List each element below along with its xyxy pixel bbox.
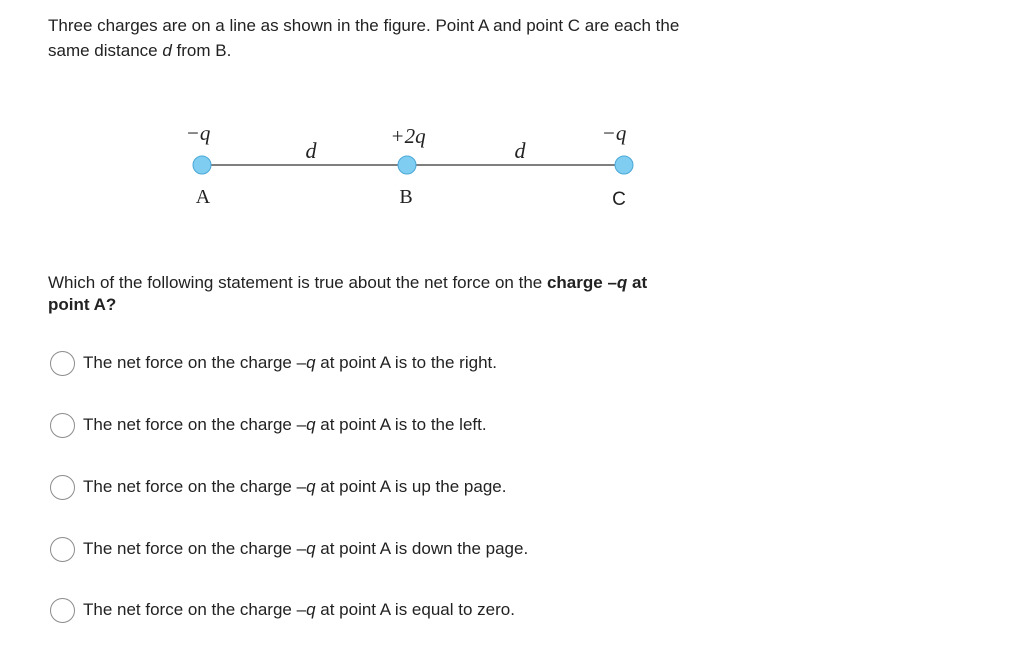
radio-button[interactable] [50, 413, 75, 438]
point-c-label: C [612, 189, 626, 210]
radio-button[interactable] [50, 351, 75, 376]
question-bold-charge: charge –q at [546, 273, 648, 292]
option-down[interactable] [50, 534, 650, 564]
charges-figure [0, 0, 1024, 260]
option-left[interactable] [50, 410, 650, 440]
intro-line-2-end: from B. [171, 41, 232, 60]
radio-button[interactable] [50, 537, 75, 562]
option-label: The net force on the charge –q at point A is down the page. [83, 539, 529, 558]
question-bold-point: point A? [48, 295, 117, 314]
charge-b-dot [398, 156, 416, 174]
option-up[interactable] [50, 472, 650, 502]
option-label: The net force on the charge –q at point A is to the left. [83, 415, 487, 434]
distance-variable: d [162, 41, 172, 60]
charge-a-dot [193, 156, 211, 174]
option-label: The net force on the charge –q at point A is equal to zero. [83, 600, 515, 619]
option-zero[interactable] [50, 595, 650, 625]
question-text [48, 272, 748, 316]
option-label: The net force on the charge –q at point A is up the page. [83, 477, 507, 496]
distance-bc-label: d [514, 138, 526, 163]
option-right[interactable] [50, 348, 650, 378]
radio-button[interactable] [50, 475, 75, 500]
radio-button[interactable] [50, 598, 75, 623]
option-label: The net force on the charge –q at point A is to the right. [83, 353, 497, 372]
intro-line-1: Three charges are on a line as shown in the figure. Point A and point C are each the [48, 16, 680, 35]
charge-a-label: −q [185, 121, 211, 145]
point-b-label: B [399, 186, 413, 208]
distance-ab-label: d [305, 138, 317, 163]
question-part-1: Which of the following statement is true about the net force on the [48, 273, 547, 292]
charge-c-label: −q [601, 121, 627, 145]
point-a-label: A [195, 186, 211, 208]
intro-line-2-start: same distance [48, 41, 163, 60]
charge-c-dot [615, 156, 633, 174]
charge-b-label: +2q [390, 124, 426, 148]
